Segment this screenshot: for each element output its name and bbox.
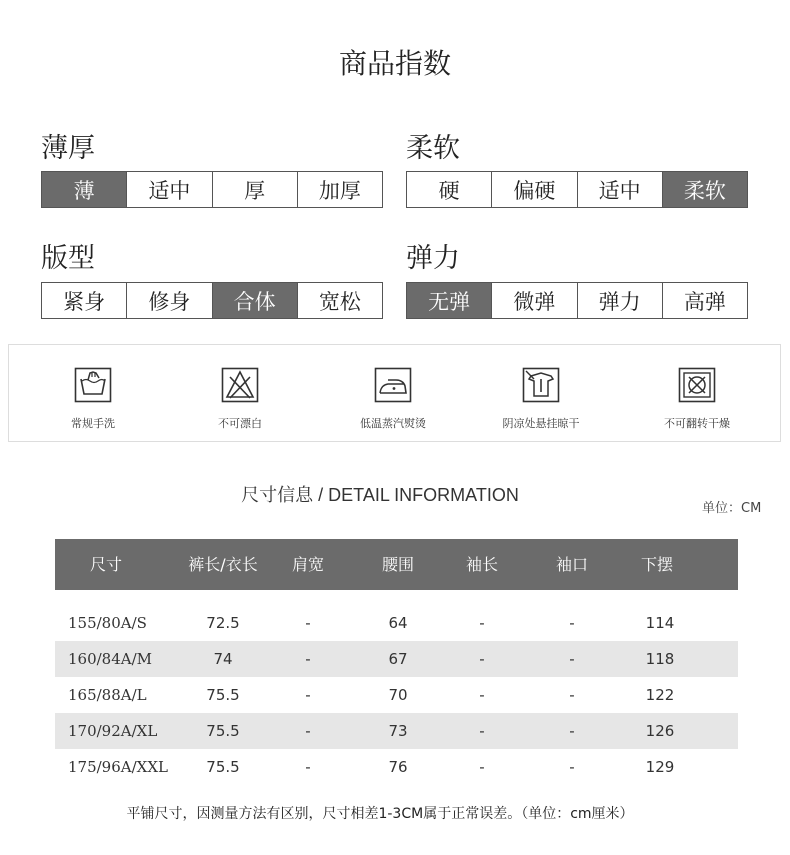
scale-option: 适中 — [126, 172, 211, 207]
care-item-hang-dry — [481, 367, 601, 431]
table-cell: 129 — [645, 758, 675, 776]
care-label: 常规手洗 — [71, 417, 115, 430]
table-cell: - — [569, 614, 575, 632]
table-cell: 75.5 — [206, 686, 240, 704]
care-label: 低温蒸汽熨烫 — [360, 417, 426, 430]
table-cell: - — [569, 650, 575, 668]
care-label: 不可翻转干燥 — [664, 417, 730, 430]
table-cell: 75.5 — [206, 758, 240, 776]
table-cell: 72.5 — [206, 614, 240, 632]
table-cell: - — [305, 722, 311, 740]
table-cell: - — [305, 650, 311, 668]
table-cell: 126 — [645, 722, 675, 740]
table-row — [55, 641, 738, 677]
table-cell: 114 — [645, 614, 675, 632]
scale-option: 宽松 — [297, 283, 382, 318]
care-label: 不可漂白 — [218, 417, 262, 430]
table-cell: 75.5 — [206, 722, 240, 740]
scale-title-elasticity: 弹力 — [406, 243, 460, 274]
scale-option: 微弹 — [491, 283, 576, 318]
scale-option-selected: 柔软 — [662, 172, 747, 207]
scale-option: 适中 — [577, 172, 662, 207]
table-cell: 67 — [388, 650, 408, 668]
table-cell: - — [479, 686, 485, 704]
scale-option: 高弹 — [662, 283, 747, 318]
hang-dry-shade-icon — [522, 367, 560, 403]
size-cell: 165/88A/L — [68, 686, 147, 704]
scale-option: 弹力 — [577, 283, 662, 318]
no-tumble-dry-icon — [678, 367, 716, 403]
care-instructions — [8, 344, 781, 442]
no-bleach-icon — [221, 367, 259, 403]
care-item-no-bleach — [180, 367, 300, 431]
header-cell: 尺寸 — [89, 555, 123, 574]
scale-option: 修身 — [126, 283, 211, 318]
table-cell: 73 — [388, 722, 408, 740]
scale-title-fit: 版型 — [41, 243, 95, 274]
scale-option: 紧身 — [42, 283, 126, 318]
table-cell: - — [569, 686, 575, 704]
table-cell: - — [479, 758, 485, 776]
care-label: 阴凉处悬挂晾干 — [502, 417, 580, 430]
table-cell: 74 — [213, 650, 233, 668]
table-cell: - — [479, 614, 485, 632]
scale-fit — [41, 282, 383, 319]
table-cell: - — [479, 722, 485, 740]
hand-wash-icon — [74, 367, 112, 403]
table-cell: 118 — [645, 650, 675, 668]
table-cell: - — [569, 722, 575, 740]
scale-option: 厚 — [212, 172, 297, 207]
footnote: 平铺尺寸，因测量方法有区别，尺寸相差1-3CM属于正常误差。（单位：cm厘米） — [126, 806, 634, 822]
scale-option-selected: 合体 — [212, 283, 297, 318]
size-table-header — [55, 539, 738, 590]
scale-option-selected: 无弹 — [407, 283, 491, 318]
scale-option-selected: 薄 — [42, 172, 126, 207]
table-cell: - — [569, 758, 575, 776]
table-cell: 122 — [645, 686, 675, 704]
scale-softness — [406, 171, 748, 208]
table-cell: 76 — [388, 758, 408, 776]
header-cell: 腰围 — [381, 555, 415, 574]
care-item-no-tumble-dry — [637, 367, 757, 431]
scale-title-softness: 柔软 — [406, 133, 460, 164]
table-cell: - — [305, 758, 311, 776]
table-row — [55, 605, 738, 641]
table-cell: - — [305, 686, 311, 704]
unit-label: 单位：CM — [702, 501, 762, 516]
table-cell: 70 — [388, 686, 408, 704]
table-cell: - — [479, 650, 485, 668]
care-item-low-iron — [333, 367, 453, 431]
header-cell: 肩宽 — [291, 555, 325, 574]
size-info-title: 尺寸信息 / DETAIL INFORMATION — [241, 485, 519, 505]
table-row — [55, 749, 738, 785]
scale-elasticity — [406, 282, 748, 319]
care-item-hand-wash — [33, 367, 153, 431]
size-cell: 175/96A/XXL — [68, 758, 168, 776]
size-cell: 170/92A/XL — [68, 722, 158, 740]
scale-option: 加厚 — [297, 172, 382, 207]
table-row — [55, 677, 738, 713]
size-cell: 155/80A/S — [68, 614, 147, 632]
table-cell: - — [305, 614, 311, 632]
header-cell: 裤长/衣长 — [188, 555, 258, 574]
table-cell: 64 — [388, 614, 408, 632]
size-cell: 160/84A/M — [68, 650, 153, 668]
scale-option: 偏硬 — [491, 172, 576, 207]
header-cell: 袖长 — [465, 555, 499, 574]
header-cell: 下摆 — [640, 555, 674, 574]
page-title: 商品指数 — [338, 47, 451, 80]
scale-thickness — [41, 171, 383, 208]
low-iron-icon — [374, 367, 412, 403]
scale-title-thickness: 薄厚 — [41, 133, 95, 164]
header-cell: 袖口 — [555, 555, 589, 574]
table-row — [55, 713, 738, 749]
scale-option: 硬 — [407, 172, 491, 207]
